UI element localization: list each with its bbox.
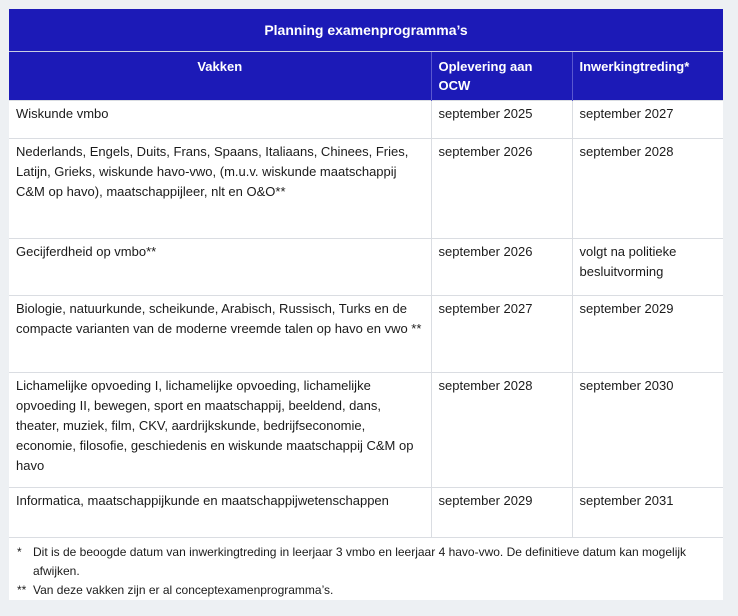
table-row xyxy=(9,139,723,239)
cell-delivery: september 2027 xyxy=(431,296,572,373)
table-row xyxy=(9,296,723,373)
cell-delivery: september 2029 xyxy=(431,488,572,538)
cell-subjects: Nederlands, Engels, Duits, Frans, Spaans, Italiaans, Chinees, Fries, Latijn, Grieks, wiskunde havo-vwo, (m.u.v. wiskunde maatschappij C&M op havo), maatschappijleer, nlt en O&O** xyxy=(9,139,431,239)
header-row xyxy=(9,52,723,101)
header-effective: Inwerkingtreding* xyxy=(572,52,723,101)
footnotes xyxy=(9,537,723,600)
table-title: Planning examenprogramma’s xyxy=(9,9,723,52)
cell-subjects: Informatica, maatschappijkunde en maatschappijwetenschappen xyxy=(9,488,431,538)
footnote-text: Van deze vakken zijn er al conceptexamenprogramma’s. xyxy=(33,583,334,597)
cell-subjects: Gecijferdheid op vmbo** xyxy=(9,239,431,296)
cell-effective: volgt na politieke besluitvorming xyxy=(572,239,723,296)
cell-effective: september 2029 xyxy=(572,296,723,373)
footnote xyxy=(17,581,715,600)
cell-subjects: Biologie, natuurkunde, scheikunde, Arabisch, Russisch, Turks en de compacte varianten van de moderne vreemde talen op havo en vwo ** xyxy=(9,296,431,373)
cell-effective: september 2027 xyxy=(572,101,723,139)
cell-delivery: september 2026 xyxy=(431,139,572,239)
cell-subjects: Wiskunde vmbo xyxy=(9,101,431,139)
cell-delivery: september 2026 xyxy=(431,239,572,296)
cell-delivery: september 2025 xyxy=(431,101,572,139)
footnote xyxy=(17,543,715,581)
footnote-mark: * xyxy=(17,545,22,559)
footnote-text: Dit is de beoogde datum van inwerkingtreding in leerjaar 3 vmbo en leerjaar 4 havo-vwo. De definitieve datum kan mogelijk afwijken. xyxy=(33,545,687,578)
table-row xyxy=(9,488,723,538)
table-row xyxy=(9,101,723,139)
footnote-mark: ** xyxy=(17,583,27,597)
cell-subjects: Lichamelijke opvoeding I, lichamelijke opvoeding, lichamelijke opvoeding II, bewegen, sport en maatschappij, beeldend, dans, theater, muziek, film, CKV, aardrijkskunde, bedrijfseconomie, economie, filosofie, geschiedenis en wiskunde maatschappij C&M op havo xyxy=(9,373,431,488)
cell-delivery: september 2028 xyxy=(431,373,572,488)
table-row xyxy=(9,373,723,488)
planning-table xyxy=(9,52,723,537)
cell-effective: september 2030 xyxy=(572,373,723,488)
header-delivery: Oplevering aan OCW xyxy=(431,52,572,101)
table-row xyxy=(9,239,723,296)
cell-effective: september 2028 xyxy=(572,139,723,239)
cell-effective: september 2031 xyxy=(572,488,723,538)
header-subjects: Vakken xyxy=(9,52,431,101)
planning-table-card xyxy=(9,9,723,600)
